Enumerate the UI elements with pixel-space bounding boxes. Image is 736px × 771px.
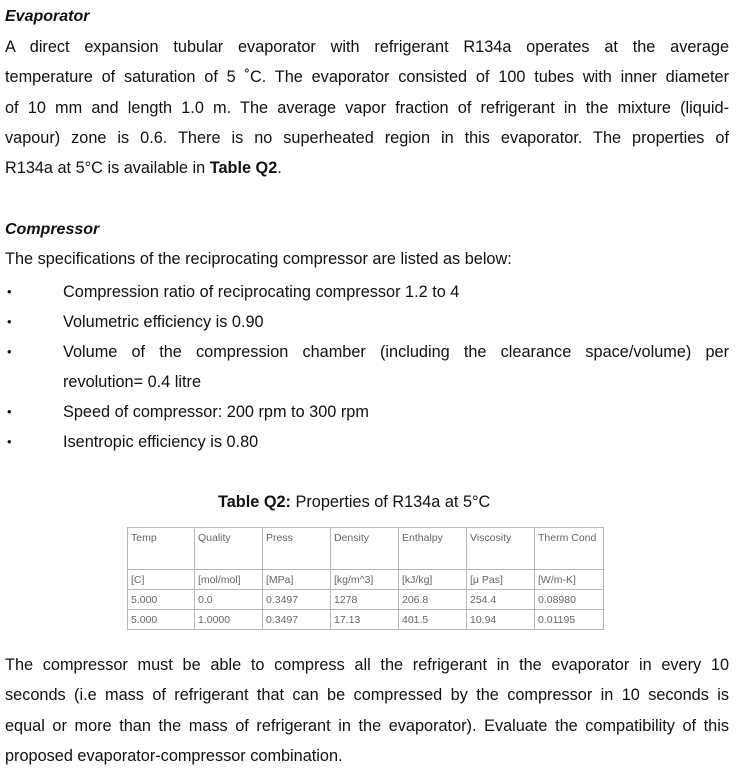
- table-header-cell: Temp: [128, 528, 195, 570]
- evaporator-heading: Evaporator: [5, 8, 90, 25]
- table-cell: 254.4: [467, 590, 535, 610]
- paragraph-line: of 10 mm and length 1.0 m. The average vapor fraction of refrigerant in the mixture (liquid-: [5, 98, 729, 117]
- evaporator-paragraph: [5, 32, 729, 183]
- paragraph-line: proposed evaporator-compressor combination.: [5, 746, 343, 765]
- table-cell: 206.8: [399, 590, 467, 610]
- compressor-heading: Compressor: [5, 221, 100, 238]
- table-unit-cell: [W/m-K]: [535, 570, 604, 590]
- table-header-cell: Therm Cond: [535, 528, 604, 570]
- list-item-text: Volumetric efficiency is 0.90: [63, 313, 264, 331]
- text-fragment: .: [277, 159, 282, 178]
- paragraph-line: vapour) zone is 0.6. There is no superheated region in this evaporator. The properties of: [5, 128, 729, 147]
- closing-paragraph: [5, 650, 729, 771]
- list-item-text: Speed of compressor: 200 rpm to 300 rpm: [63, 403, 369, 421]
- table-unit-cell: [μ Pas]: [467, 570, 535, 590]
- text-fragment: R134a at 5°C is available in: [5, 159, 210, 178]
- table-header-cell: Enthalpy: [399, 528, 467, 570]
- paragraph-line: seconds (i.e mass of refrigerant that can be compressed by the compressor in 10 seconds is: [5, 686, 729, 705]
- table-row: [128, 590, 604, 610]
- table-cell: 10.94: [467, 610, 535, 630]
- table-cell: 17.13: [331, 610, 399, 630]
- table-units-row: [128, 570, 604, 590]
- table-cell: 1.0000: [195, 610, 263, 630]
- bullet-icon: •: [7, 344, 12, 359]
- table-header-row: [128, 528, 604, 570]
- table-cell: 0.08980: [535, 590, 604, 610]
- compressor-intro: The specifications of the reciprocating compressor are listed as below:: [5, 250, 512, 268]
- paragraph-line: equal or more than the mass of refrigerant in the evaporator). Evaluate the compatibility of this: [5, 716, 729, 735]
- list-item-text: Volume of the compression chamber (including the clearance space/volume) per: [63, 343, 729, 361]
- table-caption-label: Table Q2:: [218, 493, 291, 511]
- table-header-cell: Viscosity: [467, 528, 535, 570]
- list-item-text: Compression ratio of reciprocating compressor 1.2 to 4: [63, 283, 460, 301]
- table-header-cell: Density: [331, 528, 399, 570]
- bullet-icon: •: [7, 284, 12, 299]
- table-reference: Table Q2: [209, 159, 278, 178]
- table-cell: 1278: [331, 590, 399, 610]
- bullet-icon: •: [7, 314, 12, 329]
- bullet-icon: •: [7, 404, 12, 419]
- table-unit-cell: [C]: [128, 570, 195, 590]
- paragraph-line: temperature of saturation of 5 ˚C. The evaporator consisted of 100 tubes with inner diameter: [5, 68, 729, 87]
- list-item-text: revolution= 0.4 litre: [63, 373, 202, 392]
- table-header-cell: Press: [263, 528, 331, 570]
- table-row: [128, 610, 604, 630]
- table-unit-cell: [MPa]: [263, 570, 331, 590]
- r134a-properties-table: [127, 527, 604, 630]
- table-unit-cell: [kg/m^3]: [331, 570, 399, 590]
- table-cell: 5.000: [128, 590, 195, 610]
- table-cell: 0.0: [195, 590, 263, 610]
- table-cell: 5.000: [128, 610, 195, 630]
- table-unit-cell: [mol/mol]: [195, 570, 263, 590]
- paragraph-line: The compressor must be able to compress all the refrigerant in the evaporator in every 10: [5, 656, 729, 674]
- table-header-cell: Quality: [195, 528, 263, 570]
- paragraph-line: [5, 153, 729, 183]
- paragraph-line: A direct expansion tubular evaporator with refrigerant R134a operates at the average: [5, 38, 729, 56]
- table-cell: 401.5: [399, 610, 467, 630]
- table-cell: 0.3497: [263, 590, 331, 610]
- table-unit-cell: [kJ/kg]: [399, 570, 467, 590]
- table-cell: 0.3497: [263, 610, 331, 630]
- list-item-text: Isentropic efficiency is 0.80: [63, 433, 259, 451]
- bullet-icon: •: [7, 434, 12, 449]
- table-caption-text: Properties of R134a at 5°C: [290, 493, 491, 511]
- table-cell: 0.01195: [535, 610, 604, 630]
